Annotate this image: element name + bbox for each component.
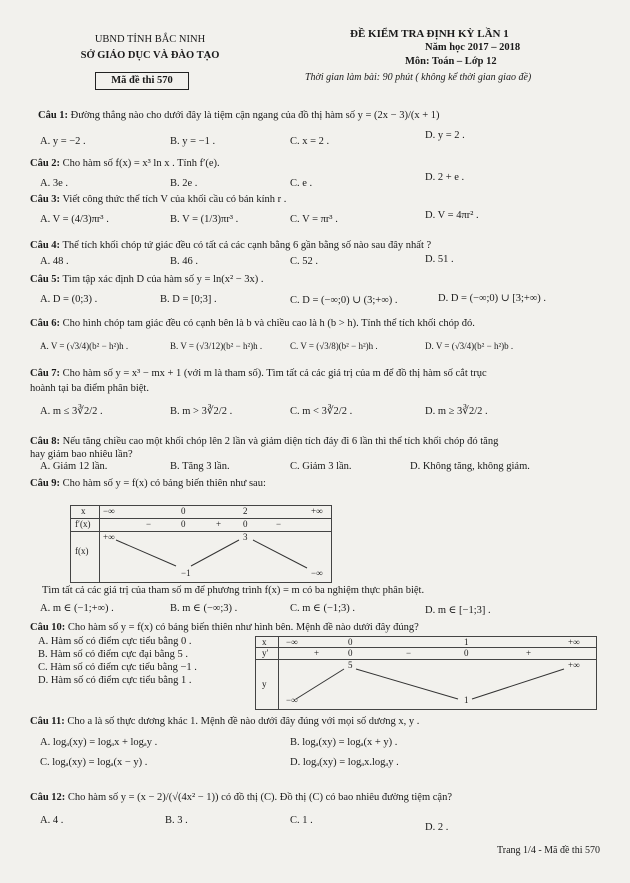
question-text: Cho hàm số y = f(x) có bảng biến thiên như sau:	[62, 478, 266, 489]
cell: 3	[243, 532, 248, 542]
cell: −	[146, 519, 152, 529]
cell: 0	[348, 648, 353, 658]
option-c: C. 1 .	[290, 815, 313, 826]
option-d: D. V = (√3/4)(b² − h²)b .	[425, 341, 514, 351]
cell: +∞	[568, 660, 580, 670]
option-d: D. V = 4πr² .	[425, 210, 479, 221]
option-b: B. V = (1/3)πr³ .	[170, 214, 239, 225]
cell: −∞	[311, 568, 323, 578]
cell: f′(x)	[75, 519, 91, 529]
question-label: Câu 2:	[30, 158, 61, 169]
variation-arrows	[256, 637, 596, 709]
question-10	[30, 622, 419, 633]
variation-table-9	[70, 505, 332, 583]
question-text: Cho hình chóp tam giác đều có cạnh bên là b và chiều cao là h (b > h). Tính thể tích khối chóp đó.	[62, 318, 475, 329]
option-c: C. 52 .	[290, 256, 319, 267]
question-label: Câu 7:	[30, 368, 61, 379]
question-text: Cho hàm số f(x) = x³ ln x . Tính f′(e).	[62, 158, 220, 169]
cell: −∞	[286, 637, 298, 647]
question-1	[38, 110, 440, 121]
question-label: Câu 5:	[30, 274, 61, 285]
cell: f(x)	[75, 546, 89, 556]
question-text: Nếu tăng chiều cao một khối chóp lên 2 lần và giảm diện tích đáy đi 6 lần thì thể tích khối chóp đó tăng	[62, 436, 499, 447]
time-note: Thời gian làm bài: 90 phút ( không kể thời gian giao đề)	[305, 72, 532, 83]
option-a: A. V = (4/3)πr³ .	[40, 214, 109, 225]
option-c: C. m < 3∛2/2 .	[290, 406, 353, 417]
option-a: A. 3e .	[40, 178, 68, 189]
cell: x	[262, 637, 267, 647]
cell: 5	[348, 660, 353, 670]
subject: Môn: Toán – Lớp 12	[405, 56, 497, 67]
exam-code-box: Mã đề thi 570	[95, 72, 189, 90]
cell: −	[276, 519, 282, 529]
school-year: Năm học 2017 – 2018	[425, 42, 521, 53]
option-a: A. Hàm số có điểm cực tiểu bằng 0 .	[38, 636, 192, 647]
question-9	[30, 478, 266, 489]
cell: 0	[181, 519, 186, 529]
question-label: Câu 3:	[30, 194, 61, 205]
question-label: Câu 6:	[30, 318, 61, 329]
question-6	[30, 318, 475, 329]
question-12	[30, 792, 452, 803]
option-a: A. m ≤ 3∛2/2 .	[40, 406, 103, 417]
option-c: C. logₐ(xy) = logₐ(x − y) .	[40, 757, 148, 768]
option-b: B. logₐ(xy) = logₐ(x + y) .	[290, 737, 398, 748]
question-text: Cho hàm số y = (x − 2)/(√(4x² − 1)) có đồ thị (C). Đồ thị (C) có bao nhiêu đường tiệm cận?	[67, 792, 452, 803]
option-b: B. m > 3∛2/2 .	[170, 406, 233, 417]
question-8	[30, 436, 498, 447]
cell: +	[526, 648, 532, 658]
cell: 0	[243, 519, 248, 529]
option-a: A. 4 .	[40, 815, 64, 826]
option-c: C. D = (−∞;0) ∪ (3;+∞) .	[290, 295, 398, 306]
cell: +∞	[568, 637, 580, 647]
question-9-cont: Tìm tất cả các giá trị của tham số m để phương trình f(x) = m có ba nghiệm thực phân biệt.	[42, 585, 425, 596]
question-8-cont: hay giảm bao nhiêu lần?	[30, 449, 133, 460]
question-7-cont: hoành tại ba điểm phân biệt.	[30, 383, 149, 394]
option-a: A. D = (0;3) .	[40, 294, 98, 305]
cell: −∞	[103, 506, 115, 516]
option-d: D. 2 + e .	[425, 172, 465, 183]
option-c: C. m ∈ (−1;3) .	[290, 603, 356, 614]
cell: −∞	[286, 695, 298, 705]
option-d: D. logₐ(xy) = logₐx.logₐy .	[290, 757, 399, 768]
option-b: B. D = [0;3] .	[160, 294, 217, 305]
cell: 0	[348, 637, 353, 647]
option-b: B. y = −1 .	[170, 136, 216, 147]
option-d: D. y = 2 .	[425, 130, 465, 141]
cell: y′	[262, 648, 269, 658]
option-b: B. 2e .	[170, 178, 198, 189]
option-a: A. m ∈ (−1;+∞) .	[40, 603, 114, 614]
variation-arrows	[71, 506, 331, 582]
question-text: Cho a là số thực dương khác 1. Mệnh đề nào dưới đây đúng với mọi số dương x, y .	[67, 716, 420, 727]
option-a: A. V = (√3/4)(b² − h²)h .	[40, 341, 129, 351]
exam-title: ĐỀ KIỂM TRA ĐỊNH KỲ LẦN 1	[350, 28, 509, 40]
question-3	[30, 194, 286, 205]
page-footer: Trang 1/4 - Mã đề thi 570	[497, 845, 600, 856]
question-text: Cho hàm số y = x³ − mx + 1 (với m là tham số). Tìm tất cả các giá trị của m để đồ thị hàm số cắt trục	[62, 368, 487, 379]
cell: −	[406, 648, 412, 658]
question-label: Câu 10:	[30, 622, 66, 633]
cell: 1	[464, 637, 469, 647]
cell: x	[81, 506, 86, 516]
option-b: B. Tăng 3 lần.	[170, 461, 230, 472]
option-b: B. V = (√3/12)(b² − h²)h .	[170, 341, 263, 351]
option-a: A. logₐ(xy) = logₐx + logₐy .	[40, 737, 158, 748]
question-text: Đường thẳng nào cho dưới đây là tiệm cận ngang của đồ thị hàm số y = (2x − 3)/(x + 1)	[70, 110, 440, 121]
option-d: D. 2 .	[425, 822, 449, 833]
cell: +∞	[311, 506, 323, 516]
question-text: Thể tích khối chóp tứ giác đều có tất cả các cạnh bằng 6 gần bằng số nào sau đây nhất ?	[62, 240, 432, 251]
cell: −1	[181, 568, 191, 578]
question-label: Câu 11:	[30, 716, 65, 727]
option-d: D. Hàm số có điểm cực tiểu bằng 1 .	[38, 675, 192, 686]
option-a: A. y = −2 .	[40, 136, 86, 147]
question-7	[30, 368, 487, 379]
option-d: D. Không tăng, không giảm.	[410, 461, 530, 472]
option-a: A. 48 .	[40, 256, 69, 267]
question-label: Câu 8:	[30, 436, 61, 447]
cell: 0	[181, 506, 186, 516]
question-text: Tìm tập xác định D của hàm số y = ln(x² − 3x) .	[62, 274, 264, 285]
dept-line-2: SỞ GIÁO DỤC VÀ ĐÀO TẠO	[80, 50, 220, 61]
cell: y	[262, 679, 267, 689]
question-text: Cho hàm số y = f(x) có bảng biến thiên như hình bên. Mệnh đề nào dưới đây đúng?	[67, 622, 419, 633]
option-d: D. m ∈ [−1;3] .	[425, 605, 491, 616]
option-d: D. m ≥ 3∛2/2 .	[425, 406, 488, 417]
option-b: B. 3 .	[165, 815, 188, 826]
dept-line-1: UBND TỈNH BẮC NINH	[94, 34, 206, 45]
question-label: Câu 12:	[30, 792, 66, 803]
option-c: C. V = (√3/8)(b² − h²)h .	[290, 341, 378, 351]
option-a: A. Giảm 12 lần.	[40, 461, 108, 472]
option-b: B. m ∈ (−∞;3) .	[170, 603, 238, 614]
option-c: C. e .	[290, 178, 313, 189]
cell: 2	[243, 506, 248, 516]
question-text: Viết công thức thể tích V của khối cầu có bán kính r .	[62, 194, 287, 205]
question-11	[30, 716, 419, 727]
question-4	[30, 240, 431, 251]
option-c: C. V = πr³ .	[290, 214, 338, 225]
question-2	[30, 158, 220, 169]
option-c: C. x = 2 .	[290, 136, 330, 147]
option-c: C. Hàm số có điểm cực tiểu bằng −1 .	[38, 662, 197, 673]
question-label: Câu 1:	[38, 110, 69, 121]
option-d: D. 51 .	[425, 254, 454, 265]
cell: 0	[464, 648, 469, 658]
cell: +	[314, 648, 320, 658]
question-label: Câu 4:	[30, 240, 61, 251]
question-5	[30, 274, 264, 285]
cell: 1	[464, 695, 469, 705]
cell: +∞	[103, 532, 115, 542]
cell: +	[216, 519, 222, 529]
option-b: B. Hàm số có điểm cực đại bằng 5 .	[38, 649, 189, 660]
option-b: B. 46 .	[170, 256, 199, 267]
question-label: Câu 9:	[30, 478, 61, 489]
option-c: C. Giảm 3 lần.	[290, 461, 352, 472]
option-d: D. D = (−∞;0) ∪ [3;+∞) .	[438, 293, 547, 304]
variation-table-10	[255, 636, 597, 710]
